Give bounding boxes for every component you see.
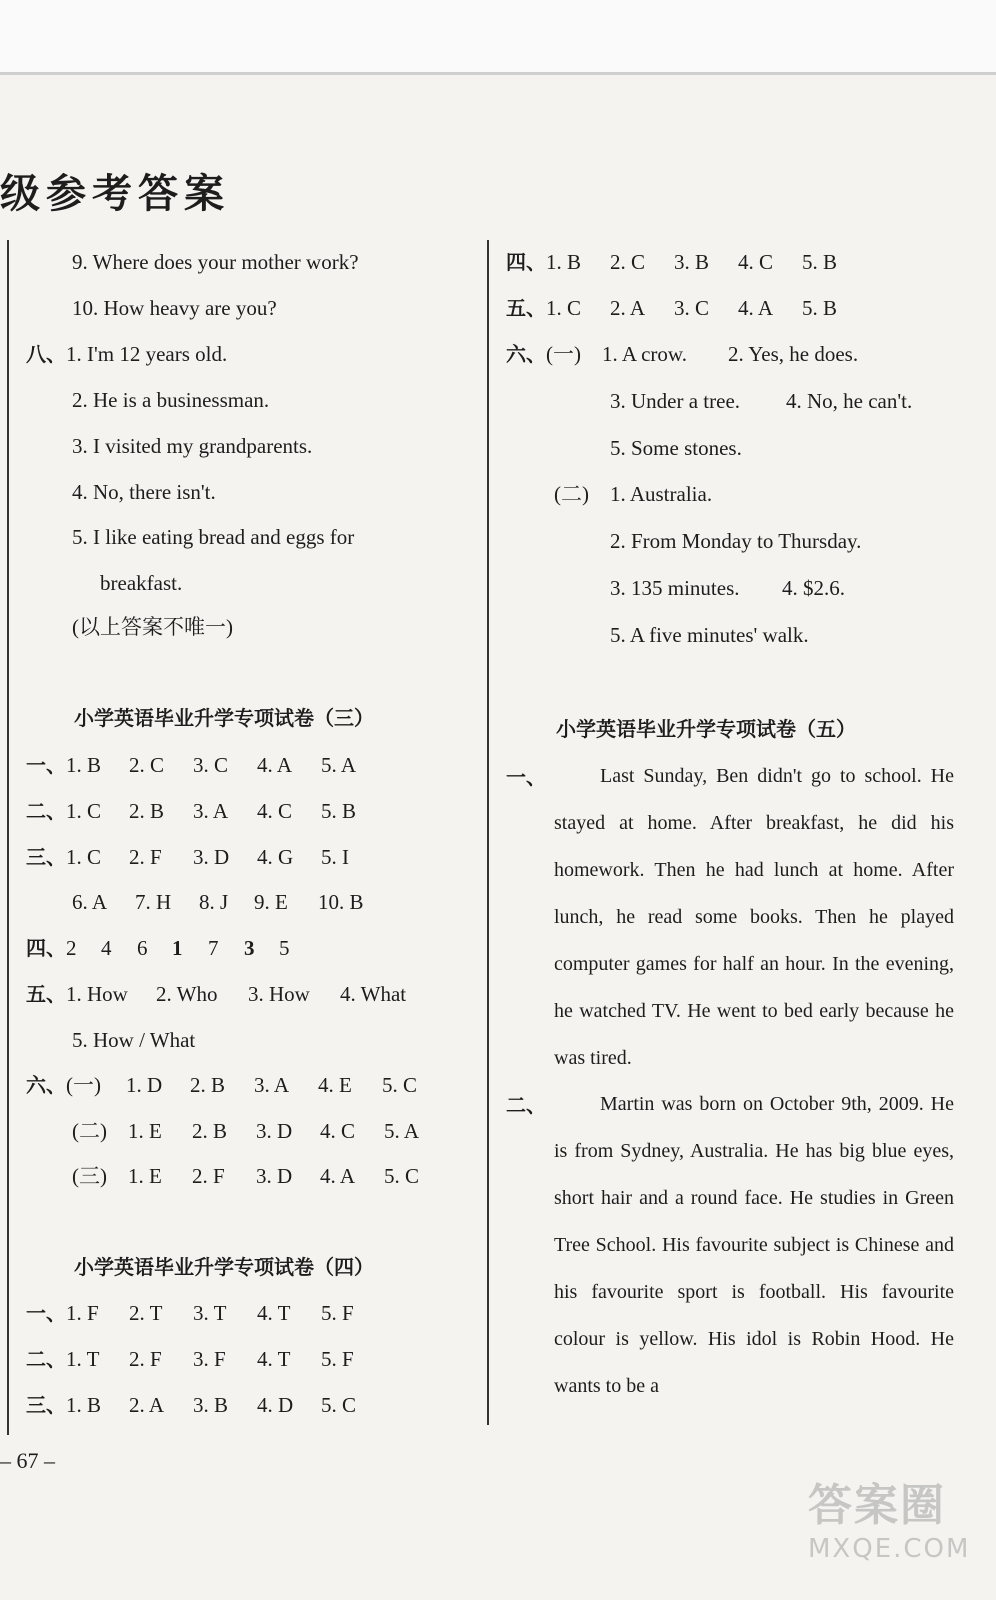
answer-item: 7. H: [135, 890, 172, 914]
section-label: 二、: [26, 799, 66, 823]
section-8-row: [26, 344, 227, 365]
section-label: 二、: [26, 1347, 66, 1371]
answer-item: 3. C: [674, 296, 710, 320]
answer-item: 3. B: [193, 1393, 229, 1417]
section-label: 五、: [506, 296, 546, 320]
answer-line: 5. A five minutes' walk.: [610, 623, 809, 647]
answer-item: 3. D: [256, 1119, 293, 1143]
watermark-top: 答案圈: [808, 1480, 946, 1531]
sub-label: (二): [554, 482, 589, 506]
answer-item: 4. T: [257, 1347, 291, 1371]
answer-item: 1: [172, 936, 183, 960]
answer-item: 3. T: [193, 1301, 227, 1325]
section-heading-3: 小学英语毕业升学专项试卷（三）: [74, 706, 374, 730]
watermark-bottom: MXQE.COM: [808, 1534, 971, 1564]
answer-row: [26, 801, 356, 822]
answer-item: 1. B: [66, 1393, 102, 1417]
answer-item: 4. C: [320, 1119, 356, 1143]
page-title: 级参考答案: [0, 171, 230, 217]
answer-item: 4. T: [257, 1301, 291, 1325]
answer-item: 2. F: [129, 1347, 162, 1371]
answer-line: 5. How / What: [72, 1028, 196, 1052]
page-number: – 67 –: [0, 1448, 55, 1473]
passage-1-text: Last Sunday, Ben didn't go to school. He stayed at home. After breakfast, he did his homework. Then he had lunch at home. After lunch, he read some books. Then he played computer games for half an hour. In the evening, he watched TV. He went to bed early because he was tired.: [554, 765, 954, 1069]
page-top-margin: [0, 0, 996, 72]
answer-item: 2. Yes, he does.: [728, 342, 859, 366]
answer-item: 1. How: [66, 982, 128, 1006]
page-top-edge: [0, 72, 996, 75]
section-label: 一、: [26, 1301, 66, 1325]
answer-item: 4. No, he can't.: [786, 389, 913, 413]
section-label: 五、: [26, 982, 66, 1006]
answer-item: 3. A: [254, 1073, 290, 1097]
answer-item: 8. J: [199, 890, 229, 914]
answer-item: 4. G: [257, 845, 294, 869]
answer-item: 1. B: [546, 250, 582, 274]
answer-row: [72, 1121, 419, 1142]
answer-line: breakfast.: [100, 571, 183, 595]
answer-line: 10. How heavy are you?: [72, 296, 277, 320]
answer-item: 6: [137, 936, 148, 960]
answer-item: 4. What: [340, 982, 407, 1006]
answer-item: 2. A: [129, 1393, 165, 1417]
answer-row: [26, 1395, 356, 1416]
answer-item: 4. A: [738, 296, 774, 320]
answer-item: 3. 135 minutes.: [610, 576, 740, 600]
answer-item: 6. A: [72, 890, 108, 914]
answer-item: 4. C: [257, 799, 293, 823]
answer-row: [26, 938, 290, 959]
answer-item: 2. T: [129, 1301, 163, 1325]
answer-item: 2. A: [610, 296, 646, 320]
section-label: 三、: [26, 1393, 66, 1417]
answer-item: 2. Who: [156, 982, 218, 1006]
answer-item: 1. Australia.: [610, 482, 713, 506]
answer-item: 3. A: [193, 799, 229, 823]
answer-line: 9. Where does your mother work?: [72, 250, 359, 274]
section-label: 一、: [506, 765, 546, 789]
answer-item: 4. A: [320, 1164, 356, 1188]
answer-item: 7: [208, 936, 219, 960]
answer-line: 5. Some stones.: [610, 436, 742, 460]
answer-row: [610, 391, 912, 412]
answer-item: 1. C: [546, 296, 582, 320]
answer-item: 10. B: [318, 890, 364, 914]
answer-item: 1. T: [66, 1347, 100, 1371]
answer: 1. I'm 12 years old.: [66, 342, 228, 366]
answer-item: 4. $2.6.: [782, 576, 845, 600]
answer-item: 5. F: [321, 1347, 354, 1371]
answer-item: 3. D: [193, 845, 230, 869]
answer-item: 9. E: [254, 890, 288, 914]
passage-2-text: Martin was born on October 9th, 2009. He is from Sydney, Australia. He has big blue eyes, short hair and a round face. He studies in Green Tree School. His favourite subject is Chinese and his favourite sport is football. His favourite colour is yellow. His idol is Robin Hood. He wants to be a: [554, 1093, 954, 1397]
answer-item: 4: [101, 936, 112, 960]
section-label: 四、: [26, 936, 66, 960]
answer-row: [610, 578, 845, 599]
answer-line: 5. I like eating bread and eggs for: [72, 525, 355, 549]
answer-line: 2. From Monday to Thursday.: [610, 529, 862, 553]
answer-item: 5. B: [802, 296, 838, 320]
sub-label: (一): [66, 1073, 101, 1097]
answer-item: 2: [66, 936, 77, 960]
answer-row: [506, 298, 837, 319]
answer-note: (以上答案不唯一): [72, 615, 233, 639]
answer-row: [26, 755, 356, 776]
section-label: 六、: [26, 1073, 66, 1097]
answer-item: 5. B: [321, 799, 357, 823]
answer-item: 5. C: [384, 1164, 420, 1188]
passage-1: [554, 753, 954, 1082]
answer-item: 5: [279, 936, 290, 960]
answer-item: 3. C: [193, 753, 229, 777]
answer-row: [554, 484, 712, 505]
answer-item: 2. B: [190, 1073, 226, 1097]
answer-row: [26, 1349, 354, 1370]
answer-item: 2. B: [129, 799, 165, 823]
answer-item: 1. A crow.: [602, 342, 687, 366]
answer-item: 5. F: [321, 1301, 354, 1325]
watermark-logo: [808, 1480, 983, 1594]
sub-label: (三): [72, 1164, 107, 1188]
answer-item: 2. C: [129, 753, 165, 777]
sub-label: (一): [546, 342, 581, 366]
section-heading-5: 小学英语毕业升学专项试卷（五）: [556, 717, 856, 741]
answer-row: [26, 984, 406, 1005]
section-label: 三、: [26, 845, 66, 869]
answer-item: 5. I: [321, 845, 349, 869]
section-label: 六、: [506, 342, 546, 366]
answer-item: 2. F: [129, 845, 162, 869]
answer-item: 2. C: [610, 250, 646, 274]
answer-line: 4. No, there isn't.: [72, 480, 216, 504]
answer-item: 3. How: [248, 982, 310, 1006]
answer-item: 2. F: [192, 1164, 225, 1188]
answer-row: [26, 1303, 354, 1324]
answer-line: 3. I visited my grandparents.: [72, 434, 313, 458]
left-margin-rule: [7, 240, 9, 1435]
answer-item: 1. B: [66, 753, 102, 777]
answer-item: 1. E: [128, 1164, 162, 1188]
section-label: 四、: [506, 250, 546, 274]
answer-item: 4. D: [257, 1393, 294, 1417]
answer-item: 4. E: [318, 1073, 352, 1097]
answer-item: 3. Under a tree.: [610, 389, 741, 413]
answer-item: 5. A: [384, 1119, 420, 1143]
answer-item: 5. C: [321, 1393, 357, 1417]
answer-row: [506, 252, 837, 273]
answer-item: 3. F: [193, 1347, 226, 1371]
sub-label: (二): [72, 1119, 107, 1143]
answer-item: 4. C: [738, 250, 774, 274]
answer-item: 1. C: [66, 799, 102, 823]
answer-item: 5. A: [321, 753, 357, 777]
column-divider: [487, 240, 489, 1425]
answer-item: 5. C: [382, 1073, 418, 1097]
answer-line: 2. He is a businessman.: [72, 388, 270, 412]
answer-item: 4. A: [257, 753, 293, 777]
answer-row: [26, 847, 349, 868]
answer-item: 1. E: [128, 1119, 162, 1143]
section-label: 二、: [506, 1093, 546, 1117]
section-label: 八、: [26, 342, 66, 366]
answer-item: 3: [244, 936, 255, 960]
answer-row: [506, 344, 858, 365]
answer-item: 1. C: [66, 845, 102, 869]
answer-item: 1. D: [126, 1073, 163, 1097]
answer-item: 3. D: [256, 1164, 293, 1188]
answer-item: 3. B: [674, 250, 710, 274]
answer-row: [72, 892, 364, 913]
answer-row: [26, 1075, 417, 1096]
section-label: 一、: [26, 753, 66, 777]
answer-row: [72, 1166, 419, 1187]
section-heading-4: 小学英语毕业升学专项试卷（四）: [74, 1255, 374, 1279]
answer-item: 5. B: [802, 250, 838, 274]
passage-2: [554, 1081, 954, 1410]
answer-item: 2. B: [192, 1119, 228, 1143]
answer-item: 1. F: [66, 1301, 99, 1325]
